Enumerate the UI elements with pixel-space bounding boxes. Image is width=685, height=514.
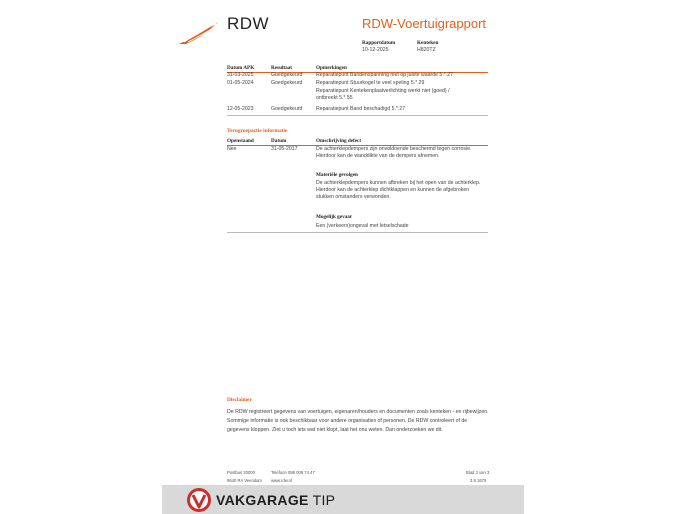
- consequences-text: De achterklepdempers kunnen afbreken bij het open van de achterklep. Hierdoor kan de achterklep dichtklappen en kunnen de afgebroken stukken omstanders verwonden.: [316, 180, 481, 200]
- footer-phone: Telefoon 088 008 74 47: [271, 470, 315, 475]
- apk-row-result: Goedgekeurd: [271, 106, 303, 112]
- apk-row-remark: Reparatiepunt Band beschadigd 5.*.27: [316, 106, 406, 112]
- vakgarage-logo-icon: [186, 487, 212, 513]
- danger-text: Een (verkeers)ongeval met letselschade: [316, 223, 409, 229]
- apk-col-result: Resultaat: [271, 65, 293, 71]
- apk-row-remark: Reparatiepunt Stuurkogel te veel speling 5.*.29: [316, 80, 425, 86]
- footer-postcode: 9640 RA Veendam: [227, 478, 262, 483]
- apk-row-date: 12-05-2023: [227, 106, 254, 112]
- plate-value: H820TZ: [417, 47, 436, 53]
- apk-row-result: Goedgekeurd: [271, 80, 303, 86]
- recall-col-open: Openstaand: [227, 138, 254, 144]
- footer-web: www.rdw.nl: [271, 478, 292, 483]
- report-date-label: Rapportdatum: [362, 40, 396, 46]
- apk-row-remark: Reparatiepunt Bandenspanning niet op juiste waarde 5.*.27: [316, 72, 453, 78]
- vakgarage-suffix: TIP: [312, 492, 336, 508]
- danger-title: Mogelijk gevaar: [316, 214, 353, 220]
- recall-col-date: Datum: [271, 138, 287, 144]
- apk-col-remarks: Opmerkingen: [316, 65, 347, 71]
- footer-page: Blad 3 van 3: [466, 470, 490, 475]
- report-title: RDW-Voertuigrapport: [362, 16, 487, 31]
- recall-table-bottom-line: [227, 232, 488, 233]
- logo-text: RDW: [227, 14, 270, 33]
- apk-row-date: 01-05-2024: [227, 80, 254, 86]
- apk-row-result: Goedgekeurd: [271, 72, 303, 78]
- apk-row-remark: Reparatiepunt Kentekenplaatverlichting werkt niet (goed) / ontbreekt 5.*.55: [316, 88, 450, 101]
- recall-col-description: Omschrijving defect: [316, 138, 362, 144]
- disclaimer-text: De RDW registreert gegevens van voertuigen, eigenaren/houders en documenten zoals kenteken - en rijbewijzen. Sommige informatie is ook beschikbaar voor andere organisaties of personen. De RDW controleert of de gegevens kloppen. Ziet u toch iets wat niet klopt, laat het ons weten. Dan onderzoeken we dit.: [227, 409, 489, 433]
- consequences-title: Materiële gevolgen: [316, 172, 358, 178]
- report-date: 10-12-2025: [362, 47, 389, 53]
- recall-title: Terugroepactie informatie: [227, 128, 288, 134]
- vakgarage-brand: VAKGARAGE: [216, 492, 309, 508]
- footer-postbus: Postbus 30000: [227, 470, 255, 475]
- vakgarage-text: [216, 492, 335, 508]
- plate-label: Kenteken: [417, 40, 439, 46]
- footer-version: 3.9.1679: [470, 478, 487, 483]
- disclaimer-title: Disclaimer: [227, 397, 252, 403]
- apk-col-date: Datum APK: [227, 65, 255, 71]
- apk-table-bottom-line: [227, 115, 488, 116]
- rdw-logo-icon: [176, 20, 222, 46]
- recall-description: De achterklepdempers zijn onvoldoende beschermd tegen corrosie. Hierdoor kan de wanddikte van de dempers afnemen.: [316, 146, 472, 159]
- recall-open: Nee: [227, 146, 237, 152]
- recall-date: 31-05-2017: [271, 146, 298, 152]
- apk-row-date: 31-03-2025: [227, 72, 254, 78]
